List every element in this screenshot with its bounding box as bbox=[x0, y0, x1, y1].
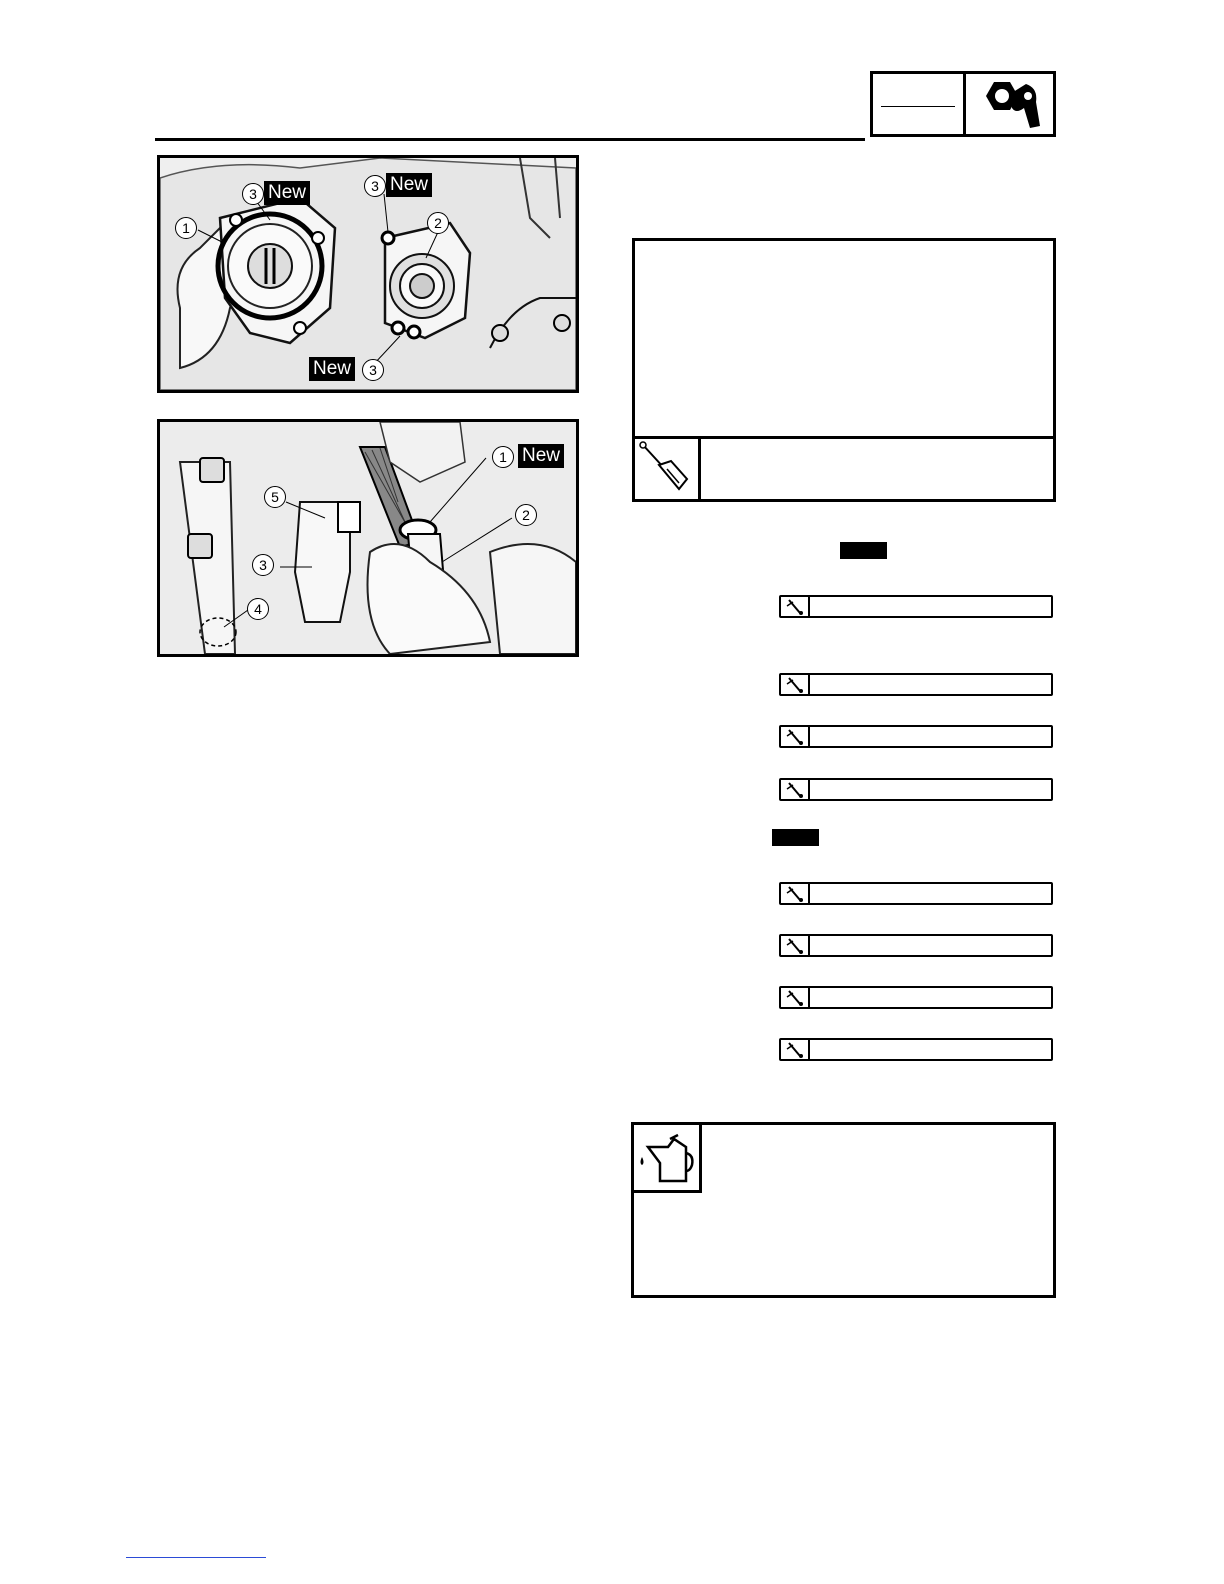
torque-wrench-icon bbox=[781, 597, 810, 616]
callout-label: 1 bbox=[175, 217, 197, 239]
wrench-hex-icon bbox=[966, 71, 1056, 137]
callout-label: 1 bbox=[492, 446, 514, 468]
oil-specification-box bbox=[631, 1122, 1056, 1298]
torque-spec-bar bbox=[779, 778, 1053, 801]
oil-strainer-photo bbox=[157, 419, 579, 657]
torque-wrench-icon bbox=[781, 884, 810, 903]
marker-chip bbox=[772, 829, 819, 846]
callout-label: 5 bbox=[264, 486, 286, 508]
torque-spec-bar bbox=[779, 673, 1053, 696]
callout-label: 4 bbox=[247, 598, 269, 620]
callout-label: 3 bbox=[252, 554, 274, 576]
tool-icon bbox=[635, 439, 701, 499]
section-label-box bbox=[870, 71, 966, 137]
torque-wrench-icon bbox=[781, 780, 810, 799]
torque-wrench-icon bbox=[781, 727, 810, 746]
specification-box bbox=[632, 238, 1056, 502]
new-tag: New bbox=[386, 173, 432, 197]
torque-wrench-icon bbox=[781, 1040, 810, 1059]
torque-spec-bar bbox=[779, 595, 1053, 618]
torque-spec-bar bbox=[779, 882, 1053, 905]
torque-spec-bar bbox=[779, 986, 1053, 1009]
oil-can-icon bbox=[634, 1125, 702, 1193]
torque-wrench-icon bbox=[781, 675, 810, 694]
oil-pump-photo bbox=[157, 155, 579, 393]
torque-spec-bar bbox=[779, 1038, 1053, 1061]
section-label-line bbox=[881, 106, 955, 107]
callout-label: 3 bbox=[364, 175, 386, 197]
callout-label: 3 bbox=[242, 183, 264, 205]
new-tag: New bbox=[309, 357, 355, 381]
torque-spec-bar bbox=[779, 725, 1053, 748]
callout-label: 2 bbox=[515, 504, 537, 526]
torque-spec-bar bbox=[779, 934, 1053, 957]
new-tag: New bbox=[518, 444, 564, 468]
footer-link-underline[interactable] bbox=[126, 1557, 266, 1558]
new-tag: New bbox=[264, 181, 310, 205]
callout-label: 3 bbox=[362, 359, 384, 381]
header-rule bbox=[155, 138, 865, 141]
torque-wrench-icon bbox=[781, 988, 810, 1007]
torque-wrench-icon bbox=[781, 936, 810, 955]
callout-label: 2 bbox=[427, 212, 449, 234]
marker-chip bbox=[840, 542, 887, 559]
